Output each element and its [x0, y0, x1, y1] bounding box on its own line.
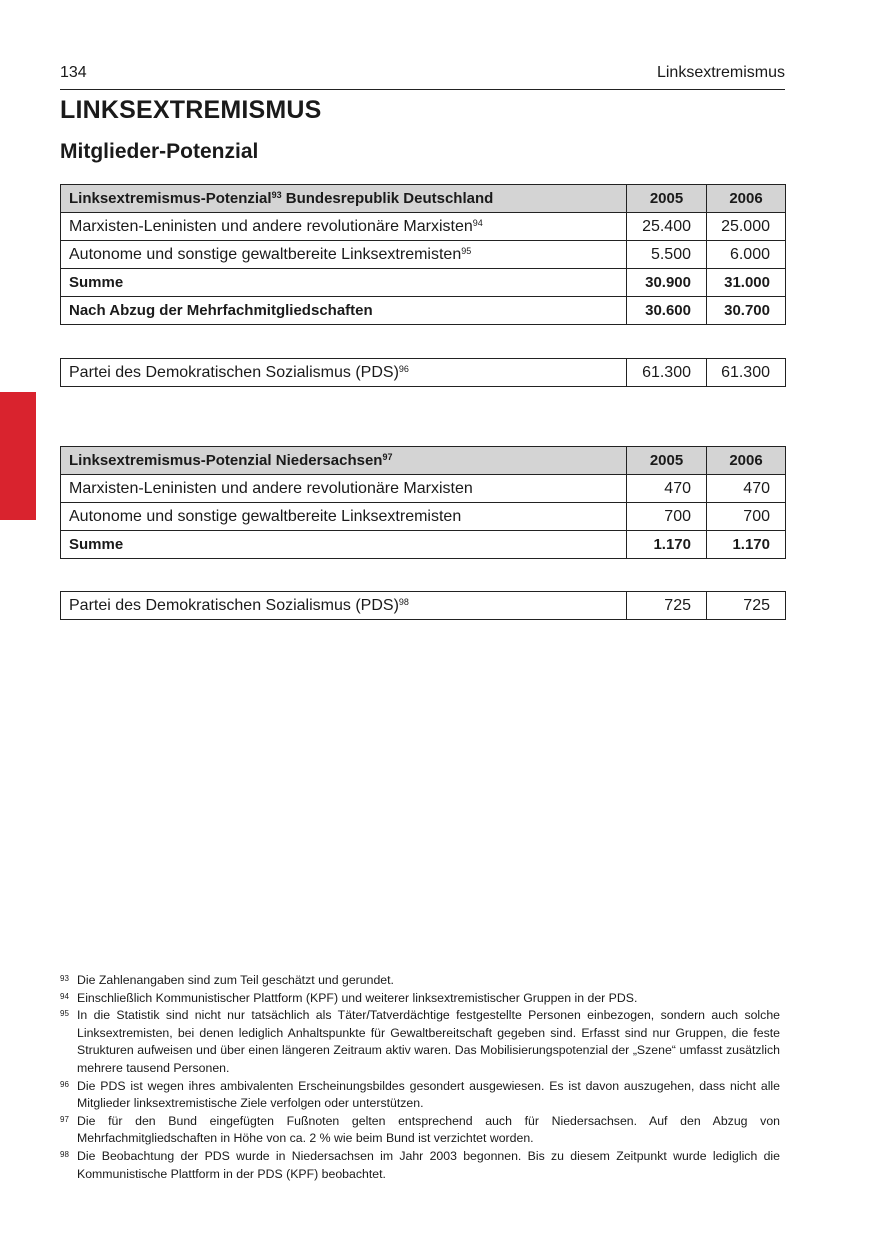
footnote [60, 990, 780, 1008]
footnote [60, 1148, 780, 1183]
page-header [60, 64, 785, 90]
footnote [60, 1007, 780, 1077]
row-label: Summe [61, 531, 627, 559]
footnote [60, 1113, 780, 1148]
footnote-text: Die Zahlenangaben sind zum Teil geschätzt und gerundet. [77, 973, 394, 987]
column-2006: 2006 [707, 185, 786, 213]
column-2005: 2005 [627, 185, 707, 213]
table-header-row [61, 447, 786, 475]
footnote-text: Die Beobachtung der PDS wurde in Niedersachsen im Jahr 2003 begonnen. Bis zu diesem Zeitpunkt wurde lediglich die Kommunistische Plattform in der PDS (KPF) beobachtet. [77, 1148, 780, 1181]
footnote-number: 97 [60, 1114, 69, 1124]
column-2006: 2006 [707, 447, 786, 475]
column-2005: 2005 [627, 447, 707, 475]
value-2006: 470 [707, 475, 786, 503]
chapter-marker-tab [0, 392, 36, 520]
table-niedersachsen-pds [60, 591, 786, 620]
value-2005: 30.600 [627, 297, 707, 325]
value-2006: 25.000 [707, 213, 786, 241]
table-row [61, 359, 786, 387]
table-row [61, 475, 786, 503]
table-row-sum [61, 269, 786, 297]
value-2005: 61.300 [627, 359, 707, 387]
row-label: Autonome und sonstige gewaltbereite Linksextremisten$^{95}$ [61, 241, 627, 269]
value-2006: 31.000 [707, 269, 786, 297]
footnotes [60, 972, 780, 1183]
table-row [61, 503, 786, 531]
row-label: Autonome und sonstige gewaltbereite Linksextremisten [61, 503, 627, 531]
value-2005: 30.900 [627, 269, 707, 297]
footnote [60, 972, 780, 990]
table-row-sum [61, 531, 786, 559]
row-label: Partei des Demokratischen Sozialismus (PDS)$^{96}$ [61, 359, 627, 387]
row-label: Summe [61, 269, 627, 297]
footnote-number: 95 [60, 1009, 69, 1019]
footnote-text: Die PDS ist wegen ihres ambivalenten Erscheinungsbildes gesondert ausgewiesen. Es ist davon auszugehen, dass nicht alle Mitglieder linksextremistische Ziele verfolgen oder unterstützen. [77, 1078, 780, 1111]
table-row-net [61, 297, 786, 325]
value-2005: 725 [627, 592, 707, 620]
value-2006: 61.300 [707, 359, 786, 387]
value-2005: 470 [627, 475, 707, 503]
row-label: Nach Abzug der Mehrfachmitgliedschaften [61, 297, 627, 325]
table-header-row [61, 185, 786, 213]
footnote-number: 93 [60, 974, 69, 983]
footnote [60, 1078, 780, 1113]
footnote-number: 98 [60, 1149, 69, 1159]
footnote-number: 96 [60, 1079, 69, 1089]
running-title: Linksextremismus [656, 64, 785, 81]
row-label: Marxisten-Leninisten und andere revolutionäre Marxisten$^{94}$ [61, 213, 627, 241]
footnote-text: In die Statistik sind nicht nur tatsächlich als Täter/Tatverdächtige festgestellte Personen einbezogen, sondern auch solche Linksextremisten, bei denen lediglich Anhaltspunkte für Gewaltbereitschaft gegeben sind. Erfasst sind nur Gruppen, die feste Strukturen aufweisen und über einen längeren Zeitraum aktiv waren. Das Mobilisierungspotenzial der „Szene“ umfasst zusätzlich mehrere tausend Personen. [77, 1008, 780, 1075]
value-2005: 700 [627, 503, 707, 531]
value-2006: 725 [707, 592, 786, 620]
value-2005: 25.400 [627, 213, 707, 241]
page-number: 134 [60, 64, 87, 81]
row-label: Partei des Demokratischen Sozialismus (PDS)$^{98}$ [61, 592, 627, 620]
table-row [61, 213, 786, 241]
footnote-number: 94 [60, 991, 69, 1001]
section-subtitle: Mitglieder-Potenzial [60, 140, 259, 163]
value-2006: 30.700 [707, 297, 786, 325]
value-2006: 700 [707, 503, 786, 531]
value-2006: 6.000 [707, 241, 786, 269]
table-bund-pds [60, 358, 786, 387]
table-header-label: Linksextremismus-Potenzial Niedersachsen$^{97}$ [61, 447, 627, 475]
page-title: LINKSEXTREMISMUS [60, 96, 322, 124]
table-row [61, 592, 786, 620]
value-2005: 1.170 [627, 531, 707, 559]
value-2005: 5.500 [627, 241, 707, 269]
table-niedersachsen [60, 446, 786, 559]
row-label: Marxisten-Leninisten und andere revolutionäre Marxisten [61, 475, 627, 503]
footnote-text: Die für den Bund eingefügten Fußnoten gelten entsprechend auch für Niedersachsen. Auf den Abzug von Mehrfachmitgliedschaften in Höhe von ca. 2 % wie beim Bund ist verzichtet worden. [77, 1113, 780, 1146]
table-bund [60, 184, 786, 325]
table-header-label: Linksextremismus-Potenzial$^{93}$ Bundesrepublik Deutschland [61, 185, 627, 213]
footnote-text: Einschließlich Kommunistischer Plattform (KPF) und weiterer linksextremistischer Gruppen in der PDS. [77, 990, 638, 1005]
value-2006: 1.170 [707, 531, 786, 559]
table-row [61, 241, 786, 269]
